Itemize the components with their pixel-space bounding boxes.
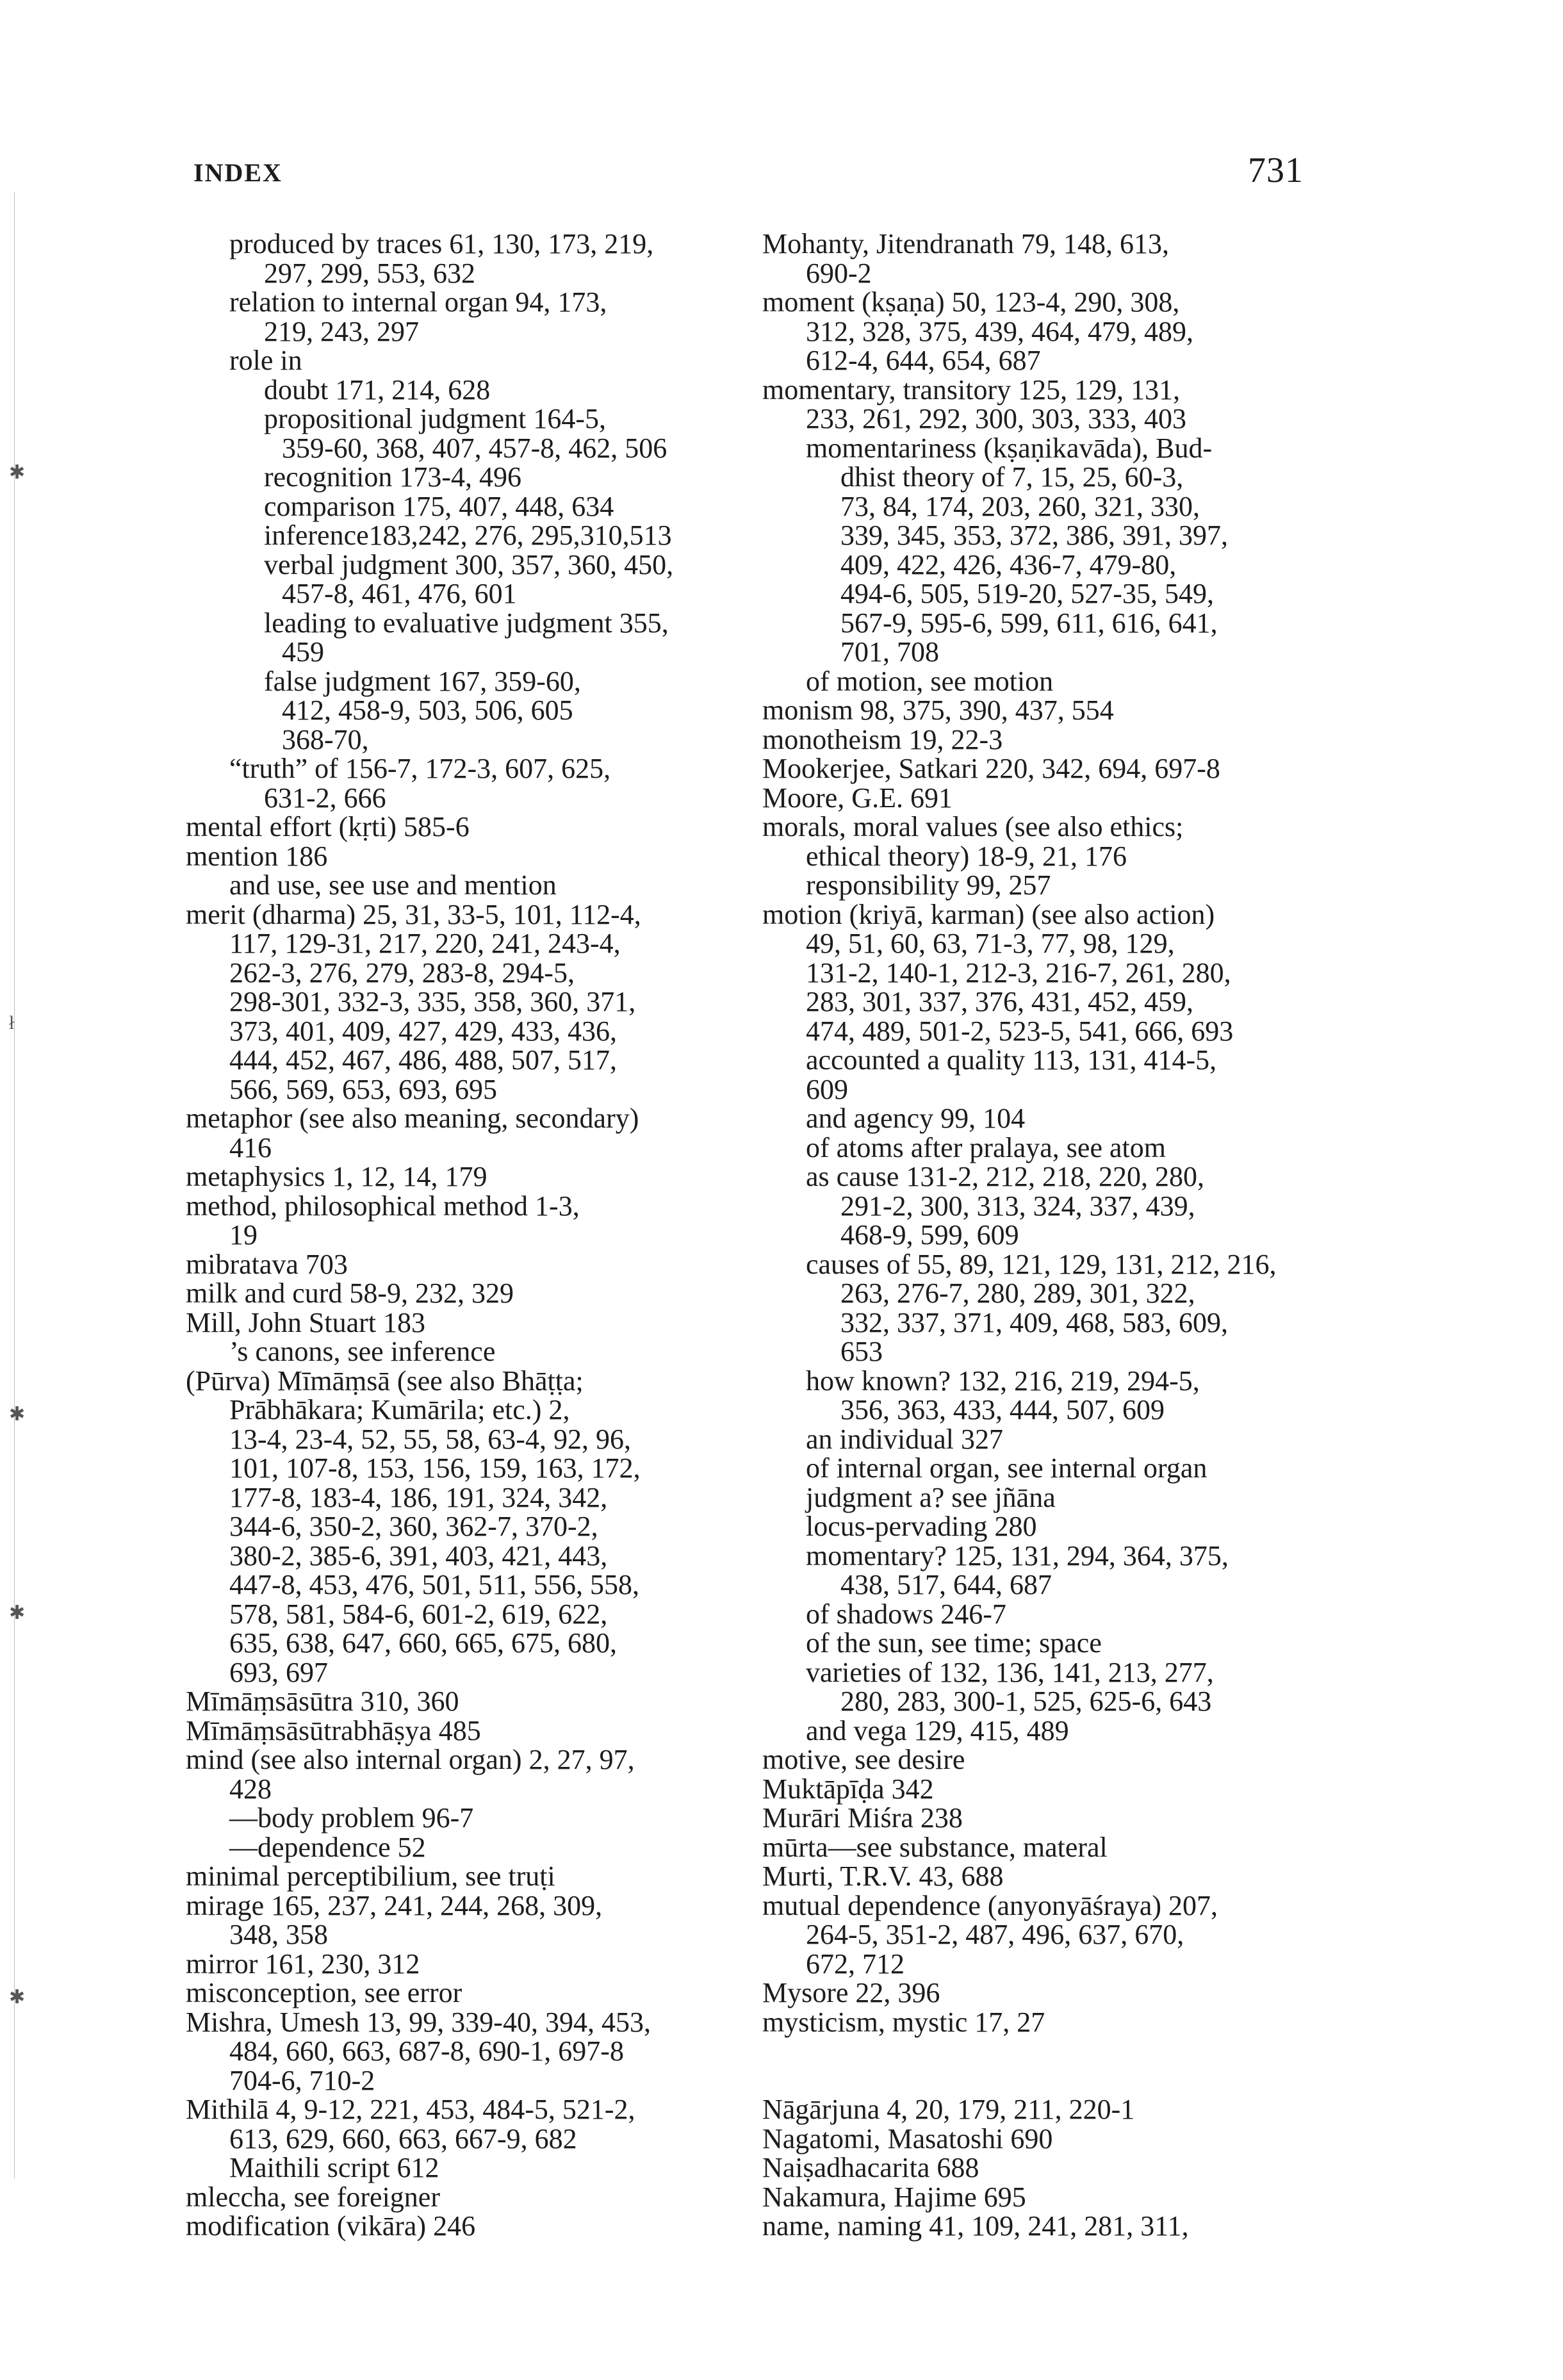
section-gap [762,2037,1326,2095]
index-entry: Murāri Miśra 238 [762,1802,963,1834]
index-entry: 262-3, 276, 279, 283-8, 294-5, [229,956,575,989]
index-entry: metaphysics 1, 12, 14, 179 [186,1161,487,1192]
index-entry: motion (kriyā, karman) (see also action) [762,898,1215,930]
index-entry: relation to internal organ 94, 173, [229,286,607,318]
index-entry: “truth” of 156-7, 172-3, 607, 625, [229,753,611,784]
index-entry: and vega 129, 415, 489 [806,1714,1069,1746]
index-entry: mleccha, see foreigner [186,2181,440,2213]
index-entry: 459 [282,636,324,668]
index-entry: 344-6, 350-2, 360, 362-7, 370-2, [229,1511,598,1542]
index-entry: false judgment 167, 359-60, [264,665,581,697]
index-entry: of atoms after pralaya, see atom [806,1131,1166,1163]
index-entry: 219, 243, 297 [264,315,419,347]
index-entry: modification (vikāra) 246 [186,2210,476,2242]
index-entry: recognition 173-4, 496 [264,461,522,493]
margin-mark: ✱ [9,1404,26,1425]
index-entry: 428 [229,1773,272,1805]
page-number: 731 [1248,151,1304,190]
index-entry: Mill, John Stuart 183 [186,1306,426,1338]
index-entry: 578, 581, 584-6, 601-2, 619, 622, [229,1598,608,1630]
index-entry: mysticism, mystic 17, 27 [762,2006,1045,2038]
margin-mark: ✱ [9,1602,26,1623]
index-entry: —body problem 96-7 [229,1802,474,1834]
margin-mark: ł [9,1012,15,1033]
index-entry: 444, 452, 467, 486, 488, 507, 517, [229,1044,617,1076]
index-entry: 412, 458-9, 503, 506, 605 [282,694,573,726]
index-entry: 348, 358 [229,1919,328,1950]
index-entry: momentary? 125, 131, 294, 364, 375, [806,1539,1229,1572]
index-entry: 612-4, 644, 654, 687 [806,345,1041,376]
index-entry: varieties of 132, 136, 141, 213, 277, [806,1656,1214,1688]
index-entry: 373, 401, 409, 427, 429, 433, 436, [229,1015,617,1047]
index-entry: 177-8, 183-4, 186, 191, 324, 342, [229,1481,608,1513]
index-entry: momentary, transitory 125, 129, 131, [762,373,1181,406]
index-entry: 457-8, 461, 476, 601 [282,578,517,609]
index-entry: Moore, G.E. 691 [762,782,953,814]
index-entry: minimal perceptibilium, see truṭi [186,1860,555,1892]
index-entry: inference183,242, 276, 295,310,513 [264,520,672,551]
index-entry: of the sun, see time; space [806,1627,1102,1659]
index-entry: of shadows 246-7 [806,1598,1006,1630]
index-entry: merit (dharma) 25, 31, 33-5, 101, 112-4, [186,898,641,930]
margin-mark: ✱ [9,1987,26,2008]
index-entry: 693, 697 [229,1656,328,1688]
index-entry: 233, 261, 292, 300, 303, 333, 403 [806,403,1186,434]
index-entry: Mysore 22, 396 [762,1977,940,2008]
index-entry: Mohanty, Jitendranath 79, 148, 613, [762,228,1170,259]
index-entry: 73, 84, 174, 203, 260, 321, 330, [840,490,1200,522]
index-entry: an individual 327 [806,1423,1003,1455]
index-entry: 291-2, 300, 313, 324, 337, 439, [840,1190,1195,1222]
index-entry: causes of 55, 89, 121, 129, 131, 212, 216, [806,1248,1277,1280]
index-entry: 49, 51, 60, 63, 71-3, 77, 98, 129, [806,928,1175,959]
index-entry: 704-6, 710-2 [229,2064,375,2096]
index-entry: Nagatomi, Masatoshi 690 [762,2122,1053,2154]
index-entry: role in [229,345,302,376]
index-entry: 474, 489, 501-2, 523-5, 541, 666, 693 [806,1015,1234,1047]
index-entry: accounted a quality 113, 131, 414-5, [806,1044,1217,1076]
index-entry: 484, 660, 663, 687-8, 690-1, 697-8 [229,2035,624,2067]
index-entry: doubt 171, 214, 628 [264,373,491,406]
index-entry: 416 [229,1131,272,1163]
index-entry: of motion, see motion [806,665,1054,697]
index-entry: 101, 107-8, 153, 156, 159, 163, 172, [229,1452,641,1484]
index-entry: 653 [840,1336,883,1367]
index-entry: dhist theory of 7, 15, 25, 60-3, [840,461,1184,493]
index-entry: Muktāpīḍa 342 [762,1773,934,1805]
index-entry: mental effort (kṛti) 585-6 [186,811,470,842]
index-entry: mirage 165, 237, 241, 244, 268, 309, [186,1889,603,1921]
index-entry: as cause 131-2, 212, 218, 220, 280, [806,1161,1205,1192]
index-entry: mind (see also internal organ) 2, 27, 97, [186,1744,635,1775]
index-entry: metaphor (see also meaning, secondary) [186,1103,639,1134]
index-entry: 297, 299, 553, 632 [264,257,475,289]
index-entry: 298-301, 332-3, 335, 358, 360, 371, [229,986,636,1017]
index-entry: motive, see desire [762,1744,965,1775]
index-column-left [186,229,732,2241]
index-entry: —dependence 52 [229,1831,426,1863]
index-entry: 131-2, 140-1, 212-3, 216-7, 261, 280, [806,956,1231,989]
margin-rule [14,192,15,2178]
index-entry: and use, see use and mention [229,869,557,901]
index-entry: Mithilā 4, 9-12, 221, 453, 484-5, 521-2, [186,2094,635,2125]
index-entry: Nakamura, Hajime 695 [762,2181,1026,2213]
index-entry: locus-pervading 280 [806,1511,1037,1542]
index-entry: mutual dependence (anyonyāśraya) 207, [762,1889,1218,1921]
index-entry: 609 [806,1073,848,1105]
index-entry: Murti, T.R.V. 43, 688 [762,1860,1004,1892]
index-entry: Maithili script 612 [229,2152,439,2183]
index-entry: produced by traces 61, 130, 173, 219, [229,228,654,259]
index-entry: momentariness (kṣaṇikavāda), Bud- [806,432,1213,464]
index-entry: Mīmāṃsāsūtra 310, 360 [186,1686,459,1717]
index-entry: Mīmāṃsāsūtrabhāṣya 485 [186,1714,481,1746]
index-entry: 380-2, 385-6, 391, 403, 421, 443, [229,1539,608,1572]
index-entry: 312, 328, 375, 439, 464, 479, 489, [806,315,1193,347]
index-entry: how known? 132, 216, 219, 294-5, [806,1365,1200,1397]
index-entry: leading to evaluative judgment 355, [264,607,669,639]
index-entry: Naiṣadhacarita 688 [762,2152,979,2183]
index-entry: 263, 276-7, 280, 289, 301, 322, [840,1277,1195,1309]
index-entry: mibratava 703 [186,1248,348,1280]
index-entry: 701, 708 [840,636,939,668]
index-entry: moment (kṣaṇa) 50, 123-4, 290, 308, [762,286,1180,318]
index-entry: 447-8, 453, 476, 501, 511, 556, 558, [229,1569,640,1600]
index-entry: 566, 569, 653, 693, 695 [229,1073,497,1105]
index-entry: comparison 175, 407, 448, 634 [264,490,614,522]
index-entry: 635, 638, 647, 660, 665, 675, 680, [229,1627,617,1659]
index-entry: 117, 129-31, 217, 220, 241, 243-4, [229,928,621,959]
index-entry: monism 98, 375, 390, 437, 554 [762,694,1114,726]
index-entry: morals, moral values (see also ethics; [762,811,1184,842]
index-entry: misconception, see error [186,1977,462,2008]
index-entry: 368-70, [282,723,369,755]
index-entry: 356, 363, 433, 444, 507, 609 [840,1394,1165,1425]
index-entry: milk and curd 58-9, 232, 329 [186,1277,514,1309]
margin-mark: ✱ [9,462,26,483]
index-entry: name, naming 41, 109, 241, 281, 311, [762,2210,1189,2242]
index-entry: 359-60, 368, 407, 457-8, 462, 506 [282,432,667,464]
index-entry: mention 186 [186,840,328,872]
index-entry: 613, 629, 660, 663, 667-9, 682 [229,2122,577,2154]
index-entry: 339, 345, 353, 372, 386, 391, 397, [840,520,1228,551]
index-entry: ’s canons, see inference [229,1336,496,1367]
index-entry: of internal organ, see internal organ [806,1452,1207,1484]
index-entry: 438, 517, 644, 687 [840,1569,1052,1600]
index-entry: ethical theory) 18-9, 21, 176 [806,840,1127,872]
index-entry: mūrta—see substance, materal [762,1831,1108,1863]
index-entry: 690-2 [806,257,872,289]
index-entry: propositional judgment 164-5, [264,403,607,434]
index-entry: 13-4, 23-4, 52, 55, 58, 63-4, 92, 96, [229,1423,631,1455]
index-entry: Prābhākara; Kumārila; etc.) 2, [229,1394,570,1425]
index-entry: 567-9, 595-6, 599, 611, 616, 641, [840,607,1218,639]
index-entry: 672, 712 [806,1948,904,1980]
index-entry: 283, 301, 337, 376, 431, 452, 459, [806,986,1193,1017]
index-entry: 631-2, 666 [264,782,386,814]
index-entry: verbal judgment 300, 357, 360, 450, [264,548,674,580]
index-entry: Mookerjee, Satkari 220, 342, 694, 697-8 [762,753,1220,784]
index-entry: monotheism 19, 22-3 [762,723,1003,755]
index-entry: 264-5, 351-2, 487, 496, 637, 670, [806,1919,1184,1950]
running-head: INDEX [193,158,282,187]
index-entry: and agency 99, 104 [806,1103,1026,1134]
index-entry: method, philosophical method 1-3, [186,1190,580,1222]
index-entry: 19 [229,1219,258,1251]
index-entry: 494-6, 505, 519-20, 527-35, 549, [840,578,1214,609]
index-entry: 409, 422, 426, 436-7, 479-80, [840,548,1177,580]
index-entry: (Pūrva) Mīmāṃsā (see also Bhāṭṭa; [186,1365,584,1397]
index-entry: judgment a? see jñāna [806,1481,1056,1513]
index-entry: Nāgārjuna 4, 20, 179, 211, 220-1 [762,2094,1135,2125]
index-entry: 280, 283, 300-1, 525, 625-6, 643 [840,1686,1212,1717]
index-entry: 332, 337, 371, 409, 468, 583, 609, [840,1306,1228,1338]
index-entry: Mishra, Umesh 13, 99, 339-40, 394, 453, [186,2006,651,2038]
index-entry: 468-9, 599, 609 [840,1219,1019,1251]
index-entry: responsibility 99, 257 [806,869,1051,901]
index-entry: mirror 161, 230, 312 [186,1948,420,1980]
index-column-right [762,229,1326,2241]
